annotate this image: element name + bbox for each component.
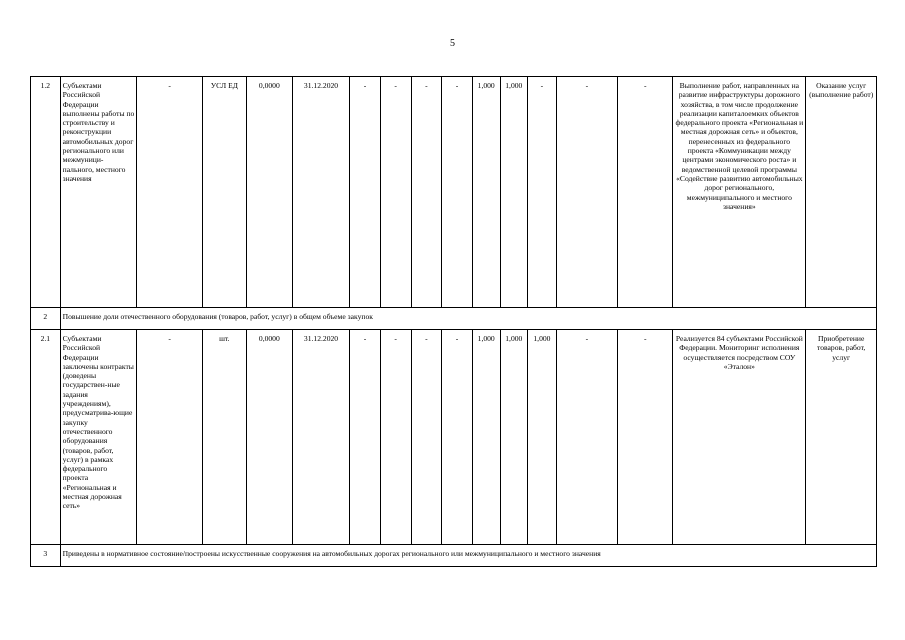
section-title: Повышение доли отечественного оборудования (товаров, работ, услуг) в общем объеме закупок [60, 308, 876, 330]
result-name: Субъектами Российской Федерации заключены контракты (доведены государствен-ные задания учреждениям), предусматрива-ющие закупку отечественного оборудования (товаров, работ, услуг) в рамках федерального проекта «Региональная и местная дорожная сеть» [60, 330, 137, 545]
result-type: Оказание услуг (выполнение работ) [806, 77, 877, 308]
period-cell: - [618, 330, 673, 545]
result-description: Реализуется 84 субъектами Российской Федерации. Мониторинг исполнения осуществляется посредством СОУ «Эталон» [673, 330, 806, 545]
results-table [30, 76, 877, 567]
year-value-cell: 1,000 [472, 330, 500, 545]
month-cell: - [380, 77, 411, 308]
cell-type-of-result: - [137, 330, 202, 545]
year-value-cell: 1,000 [528, 330, 557, 545]
month-cell: - [442, 77, 473, 308]
unit-cell: УСЛ ЕД [202, 77, 246, 308]
date-cell: 31.12.2020 [292, 77, 349, 308]
section-row [31, 308, 877, 330]
year-value-cell: 1,000 [472, 77, 500, 308]
section-row [31, 545, 877, 567]
month-cell: - [442, 330, 473, 545]
month-cell: - [411, 77, 442, 308]
row-number: 2.1 [31, 330, 61, 545]
year-value-cell: - [528, 77, 557, 308]
month-cell: - [350, 330, 381, 545]
period-cell: - [556, 330, 617, 545]
period-cell: - [618, 77, 673, 308]
row-number: 1.2 [31, 77, 61, 308]
month-cell: - [411, 330, 442, 545]
year-value-cell: 1,000 [500, 330, 528, 545]
date-cell: 31.12.2020 [292, 330, 349, 545]
section-title: Приведены в нормативное состояние/построены искусственные сооружения на автомобильных дорогах регионального или межмуниципального и местного значения [60, 545, 876, 567]
result-name: Субъектами Российской Федерации выполнены работы по строительству и реконструкции автомобильных дорог регионального или межмуници-пального, местного значения [60, 77, 137, 308]
year-value-cell: 1,000 [500, 77, 528, 308]
period-cell: - [556, 77, 617, 308]
unit-cell: шт. [202, 330, 246, 545]
section-number: 3 [31, 545, 61, 567]
result-type: Приобретение товаров, работ, услуг [806, 330, 877, 545]
month-cell: - [380, 330, 411, 545]
table-row [31, 77, 877, 308]
result-description: Выполнение работ, направленных на развитие инфраструктуры дорожного хозяйства, в том числе продолжение реализации капиталоемких объектов федерального проекта «Региональная и местная дорожная сеть» и объектов, перенесенных из федерального проекта «Коммуникации между центрами экономического роста» и ведомственной целевой программы «Содействие развитию автомобильных дорог регионального, межмуниципального и местного значения» [673, 77, 806, 308]
page-number: 5 [450, 38, 455, 49]
base-value-cell: 0,0000 [246, 77, 292, 308]
month-cell: - [350, 77, 381, 308]
cell-type-of-result: - [137, 77, 202, 308]
section-number: 2 [31, 308, 61, 330]
table-row [31, 330, 877, 545]
base-value-cell: 0,0000 [246, 330, 292, 545]
